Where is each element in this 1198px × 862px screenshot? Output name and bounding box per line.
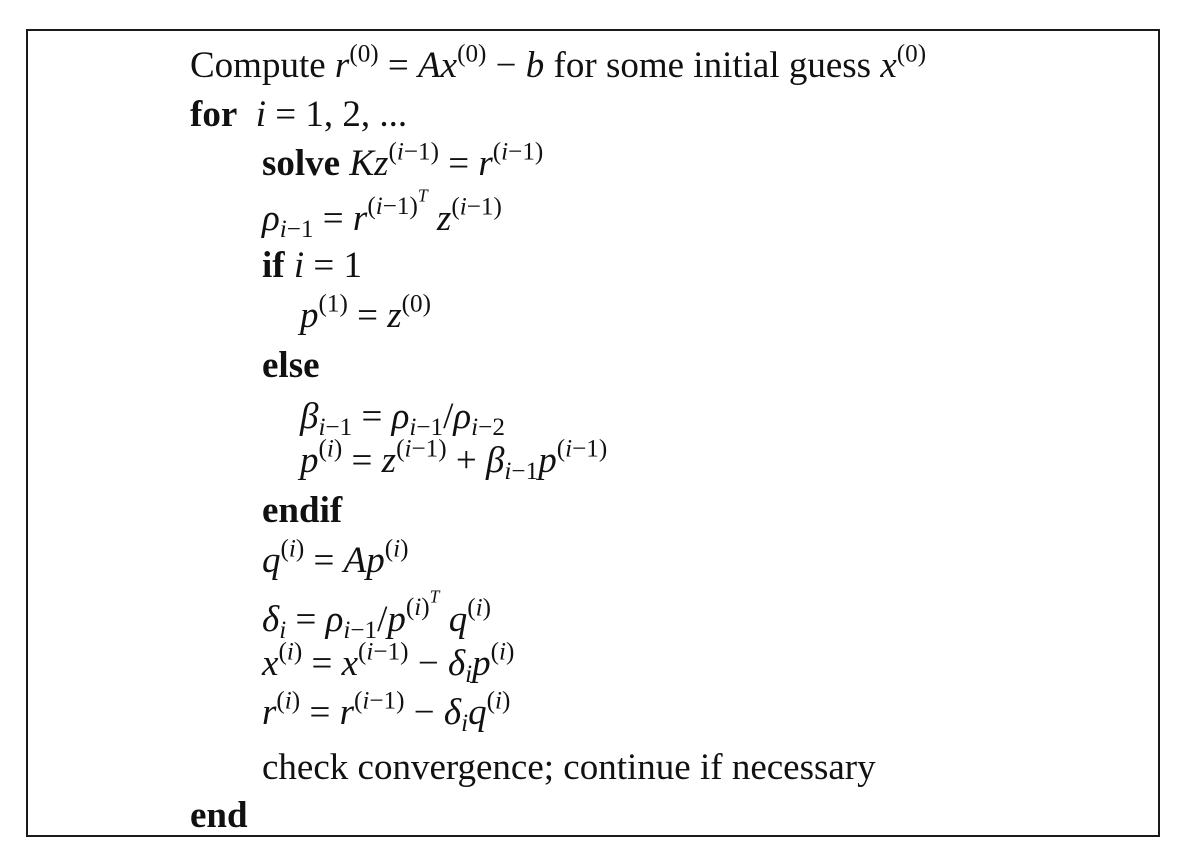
else-keyword: else	[262, 345, 320, 386]
line-p-init: $p^{(1)} = z^{(0)}$	[300, 290, 431, 336]
solve-keyword: solve	[262, 143, 341, 184]
line-beta: $\beta_{i-1} = \rho_{i-1}/\rho_{i-2}$	[300, 396, 505, 442]
line-for-loop: for i = 1, 2, ...	[190, 94, 408, 135]
line-endif	[262, 490, 342, 532]
line-if: if i = 1	[262, 245, 363, 286]
line-x-update: $x^{(i)} = x^{(i-1)} - \delta_ip^{(i)}$	[262, 638, 515, 689]
end-keyword: end	[190, 795, 248, 836]
line-delta: $\delta_i = \rho_{i-1}/p^{(i)^T}$ $q^{(i)}$	[262, 587, 491, 644]
line-p-update: $p^{(i)} = z^{(i-1)} + \beta_{i-1}p^{(i-1)}$	[300, 435, 608, 486]
initial-guess-label: for some initial guess	[544, 45, 881, 86]
line-q: $q^{(i)} = Ap^{(i)}$	[262, 535, 409, 581]
line-solve: solve $Kz^{(i-1)} = r^{(i-1)}$	[262, 138, 544, 184]
line-compute-residual: Compute $r^{(0)} = Ax^{(0)} - b$ for some initial guess $x^{(0)}$	[190, 40, 927, 86]
compute-label: Compute	[190, 45, 335, 86]
line-check-convergence: check convergence; continue if necessary	[262, 747, 876, 788]
line-end	[190, 795, 248, 837]
endif-keyword: endif	[262, 490, 343, 531]
line-r-update: $r^{(i)} = r^{(i-1)} - \delta_iq^{(i)}$	[262, 687, 511, 738]
if-keyword: if	[262, 245, 285, 286]
line-else	[262, 345, 320, 387]
algorithm-frame	[26, 29, 1160, 837]
line-rho: $\rho_{i-1} = r^{(i-1)^T}$ $z^{(i-1)}$	[262, 186, 502, 243]
for-keyword: for	[190, 94, 238, 135]
